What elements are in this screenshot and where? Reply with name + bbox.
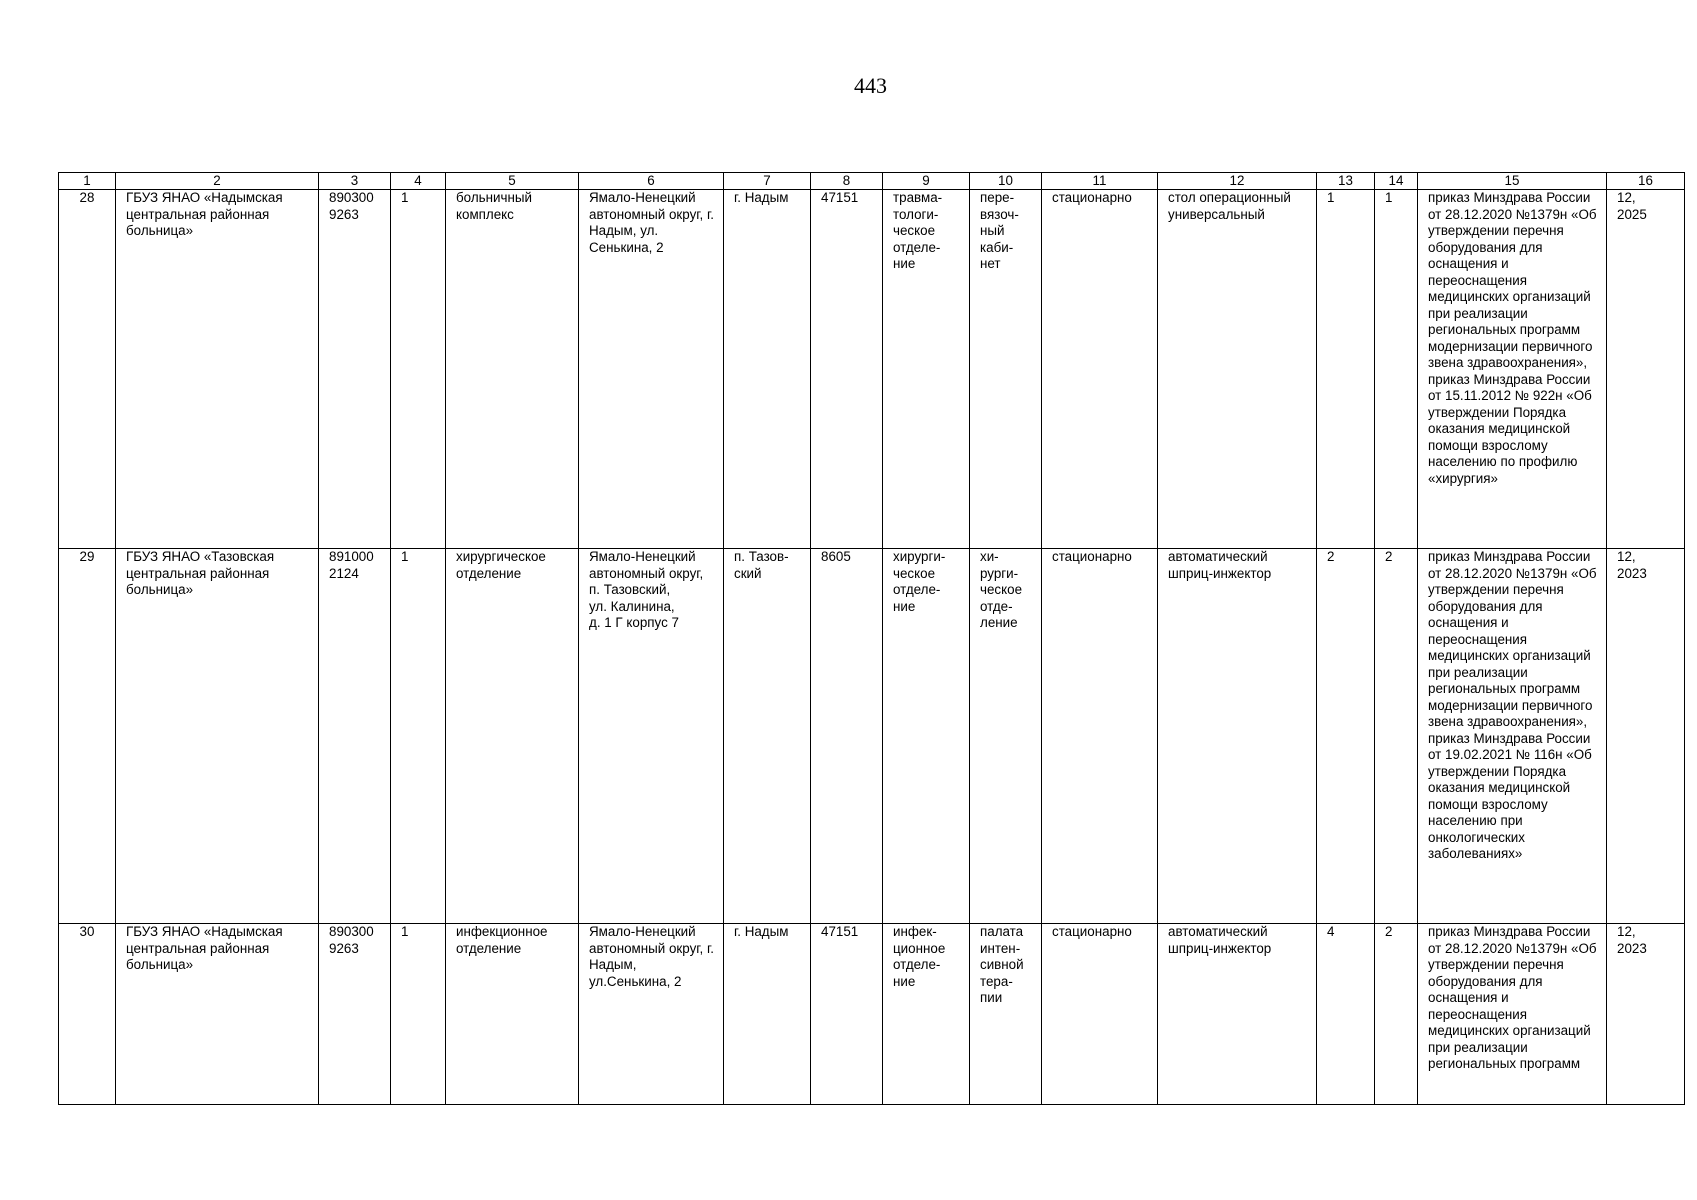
cell-col14: 2	[1375, 924, 1418, 1105]
column-number-row	[59, 173, 1685, 190]
care-setting: стационарно	[1042, 549, 1158, 924]
legal-basis: приказ Минздрава России от 28.12.2020 №1379н «Об утверждении перечня оборудования для оснащения и переоснащения медицинских организаций при реализации региональных программ модернизации первичного звена здравоохранения», приказ Минздрава России от 15.11.2012 № 922н «Об утверждении Порядка оказания медицинской помощи взрослому населению по профилю «хирургия»	[1418, 190, 1607, 549]
cell-col4: 1	[391, 549, 446, 924]
address: Ямало-Ненецкий автономный округ, г. Надым, ул.Сенькина, 2	[579, 924, 724, 1105]
equipment-name: автоматический шприц-инжектор	[1158, 924, 1317, 1105]
address: Ямало-Ненецкий автономный округ, г. Надым, ул. Сенькина, 2	[579, 190, 724, 549]
cell-col4: 1	[391, 924, 446, 1105]
organization-code: 890300 9263	[319, 190, 391, 549]
cell-col13: 2	[1317, 549, 1375, 924]
organization-code: 890300 9263	[319, 924, 391, 1105]
row-number: 28	[59, 190, 116, 549]
row-number: 29	[59, 549, 116, 924]
cell-col13: 4	[1317, 924, 1375, 1105]
organization-name: ГБУЗ ЯНАО «Тазовская центральная районная больница»	[116, 549, 319, 924]
table-row	[59, 190, 1685, 549]
locality: г. Надым	[724, 190, 811, 549]
table-row	[59, 924, 1685, 1105]
column-header: 4	[391, 173, 446, 190]
organization-code: 891000 2124	[319, 549, 391, 924]
legal-basis: приказ Минздрава России от 28.12.2020 №1379н «Об утверждении перечня оборудования для оснащения и переоснащения медицинских организаций при реализации региональных программ модернизации первичного звена здравоохранения», приказ Минздрава России от 19.02.2021 № 116н «Об утверждении Порядка оказания медицинской помощи взрослому населению при онкологических заболеваниях»	[1418, 549, 1607, 924]
column-header: 3	[319, 173, 391, 190]
locality: п. Тазов- ский	[724, 549, 811, 924]
facility-type: хирургическое отделение	[446, 549, 579, 924]
care-setting: стационарно	[1042, 924, 1158, 1105]
facility-type: инфекционное отделение	[446, 924, 579, 1105]
column-header: 15	[1418, 173, 1607, 190]
column-header: 7	[724, 173, 811, 190]
care-setting: стационарно	[1042, 190, 1158, 549]
department: хирурги- ческое отделе- ние	[883, 549, 970, 924]
table-row	[59, 549, 1685, 924]
facility-type: больничный комплекс	[446, 190, 579, 549]
cell-col14: 2	[1375, 549, 1418, 924]
column-header: 6	[579, 173, 724, 190]
address: Ямало-Ненецкий автономный округ, п. Тазовский, ул. Калинина, д. 1 Г корпус 7	[579, 549, 724, 924]
room: пере- вязоч- ный каби- нет	[970, 190, 1042, 549]
column-header: 13	[1317, 173, 1375, 190]
equipment-name: автоматический шприц-инжектор	[1158, 549, 1317, 924]
column-header: 14	[1375, 173, 1418, 190]
deadline: 12, 2023	[1607, 549, 1685, 924]
legal-basis: приказ Минздрава России от 28.12.2020 №1379н «Об утверждении перечня оборудования для оснащения и переоснащения медицинских организаций при реализации региональных программ	[1418, 924, 1607, 1105]
locality: г. Надым	[724, 924, 811, 1105]
equipment-table	[58, 172, 1685, 1105]
deadline: 12, 2025	[1607, 190, 1685, 549]
column-header: 9	[883, 173, 970, 190]
cell-col14: 1	[1375, 190, 1418, 549]
department: травма- тологи- ческое отделе- ние	[883, 190, 970, 549]
department: инфек- ционное отделе- ние	[883, 924, 970, 1105]
column-header: 11	[1042, 173, 1158, 190]
equipment-name: стол операционный универсальный	[1158, 190, 1317, 549]
column-header: 10	[970, 173, 1042, 190]
page-number: 443	[854, 73, 887, 98]
column-header: 1	[59, 173, 116, 190]
population: 8605	[811, 549, 883, 924]
row-number: 30	[59, 924, 116, 1105]
room: хи- рурги- ческое отде- ление	[970, 549, 1042, 924]
column-header: 16	[1607, 173, 1685, 190]
column-header: 8	[811, 173, 883, 190]
cell-col13: 1	[1317, 190, 1375, 549]
organization-name: ГБУЗ ЯНАО «Надымская центральная районная больница»	[116, 924, 319, 1105]
organization-name: ГБУЗ ЯНАО «Надымская центральная районная больница»	[116, 190, 319, 549]
cell-col4: 1	[391, 190, 446, 549]
column-header: 12	[1158, 173, 1317, 190]
population: 47151	[811, 190, 883, 549]
column-header: 5	[446, 173, 579, 190]
population: 47151	[811, 924, 883, 1105]
column-header: 2	[116, 173, 319, 190]
room: палата интен- сивной тера- пии	[970, 924, 1042, 1105]
deadline: 12, 2023	[1607, 924, 1685, 1105]
